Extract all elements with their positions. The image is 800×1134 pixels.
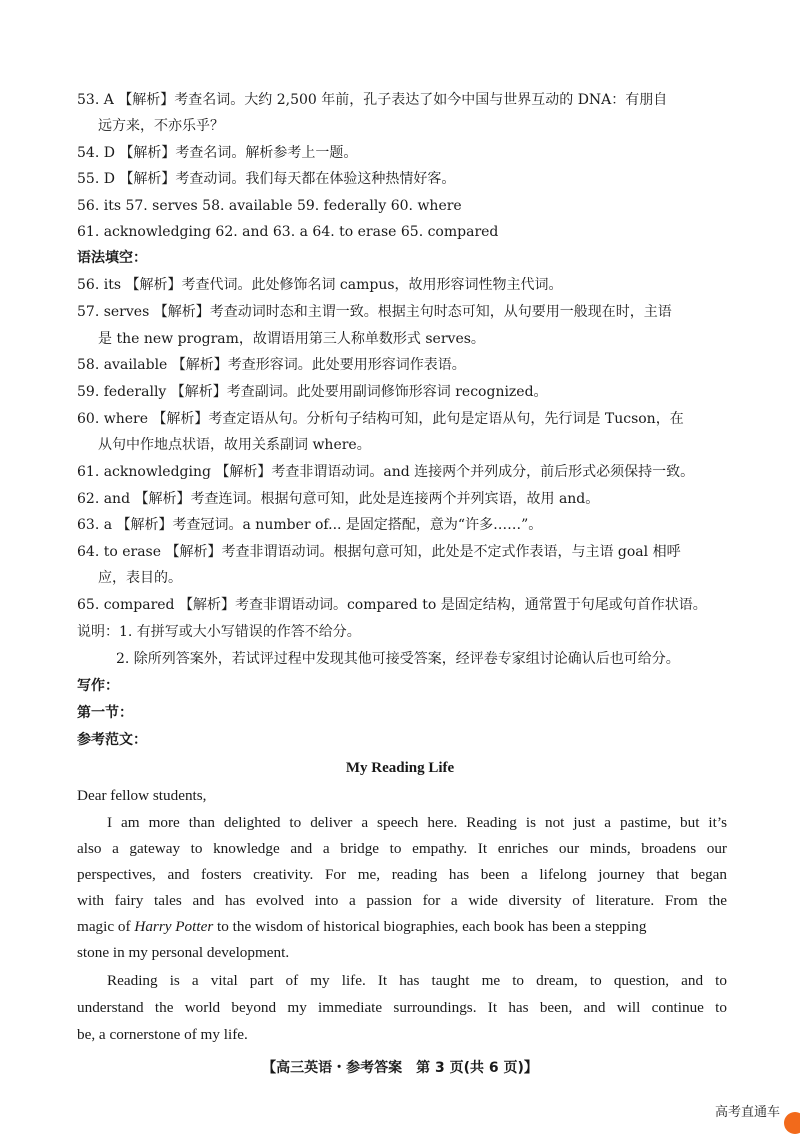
essay-p1-line5: [77, 914, 727, 940]
note-1: 说明：1. 有拼写或大小写错误的作答不给分。: [77, 624, 361, 640]
grammar-60-cont: 从句中作地点状语，故用关系副词 where。: [98, 437, 371, 453]
essay-p1-line4: with fairy tales and has evolved into a passion for a wide diversity of literature. From the: [77, 892, 727, 909]
answer-summary-56-60: 56. its 57. serves 58. available 59. federally 60. where: [77, 198, 462, 214]
book-title-harry-potter: Harry Potter: [134, 918, 214, 935]
essay-p1-line2: also a gateway to knowledge and a bridge to empathy. It enriches our minds, broadens our: [77, 840, 727, 857]
watermark-logo-icon: [784, 1112, 800, 1134]
grammar-61: 61. acknowledging 【解析】考查非谓语动词。and 连接两个并列成分，前后形式必须保持一致。: [77, 464, 695, 480]
grammar-57-cont: 是 the new program，故谓语用第三人称单数形式 serves。: [98, 331, 485, 347]
note-2: 2. 除所列答案外，若试评过程中发现其他可接受答案，经评卷专家组讨论确认后也可给分。: [116, 651, 680, 667]
grammar-60: 60. where 【解析】考查定语从句。分析句子结构可知，此句是定语从句，先行词是 Tucson，在: [77, 411, 684, 427]
watermark: [715, 1101, 780, 1120]
grammar-62: 62. and 【解析】考查连词。根据句意可知，此处是连接两个并列宾语，故用 and。: [77, 491, 600, 507]
essay-p2-line2: understand the world beyond my immediate surroundings. It has been, and will continue to: [77, 999, 727, 1016]
answer-53: 53. A 【解析】考查名词。大约 2,500 年前，孔子表达了如今中国与世界互动的 DNA：有朋自: [77, 92, 668, 108]
essay-p1-line5-pre: magic of: [77, 918, 135, 935]
grammar-57: 57. serves 【解析】考查动词时态和主谓一致。根据主句时态可知，从句要用一般现在时，主语: [77, 304, 672, 320]
essay-greeting: Dear fellow students,: [77, 787, 207, 804]
grammar-56: 56. its 【解析】考查代词。此处修饰名词 campus，故用形容词性物主代词。: [77, 277, 563, 293]
grammar-65: 65. compared 【解析】考查非谓语动词。compared to 是固定结构，通常置于句尾或句首作状语。: [77, 597, 707, 613]
grammar-64-cont: 应，表目的。: [98, 570, 182, 586]
answer-53-cont: 远方来，不亦乐乎？: [98, 118, 224, 134]
essay-p2-line1: Reading is a vital part of my life. It has taught me to dream, to question, and to: [107, 972, 727, 989]
grammar-63: 63. a 【解析】考查冠词。a number of... 是固定搭配，意为“许多……”。: [77, 517, 543, 533]
grammar-58: 58. available 【解析】考查形容词。此处要用形容词作表语。: [77, 357, 466, 373]
answer-55: 55. D 【解析】考查动词。我们每天都在体验这种热情好客。: [77, 171, 456, 187]
essay-p1-line3: perspectives, and fosters creativity. For me, reading has been a lifelong journey that began: [77, 866, 727, 883]
grammar-64: 64. to erase 【解析】考查非谓语动词。根据句意可知，此处是不定式作表语，与主语 goal 相呼: [77, 544, 681, 560]
watermark-text: 高考直通车: [714, 1105, 780, 1120]
essay-p1-line5-post: to the wisdom of historical biographies, each book has been a stepping: [213, 918, 647, 935]
answer-54: 54. D 【解析】考查名词。解析参考上一题。: [77, 145, 358, 161]
writing-heading: 写作：: [77, 678, 119, 694]
essay-title: My Reading Life: [345, 760, 455, 776]
page-footer: 【高三英语・参考答案 第 3 页(共 6 页)】: [262, 1060, 538, 1076]
writing-section-1: 第一节：: [77, 705, 133, 721]
grammar-heading: 语法填空：: [77, 250, 147, 266]
essay-p2-line3: be, a cornerstone of my life.: [77, 1026, 248, 1043]
essay-p1-line1: I am more than delighted to deliver a speech here. Reading is not just a pastime, but it’s: [107, 814, 727, 831]
sample-essay-label: 参考范文：: [77, 732, 147, 748]
essay-p1-line6: stone in my personal development.: [77, 944, 290, 961]
grammar-59: 59. federally 【解析】考查副词。此处要用副词修饰形容词 recognized。: [77, 384, 548, 400]
answer-summary-61-65: 61. acknowledging 62. and 63. a 64. to erase 65. compared: [77, 224, 499, 240]
